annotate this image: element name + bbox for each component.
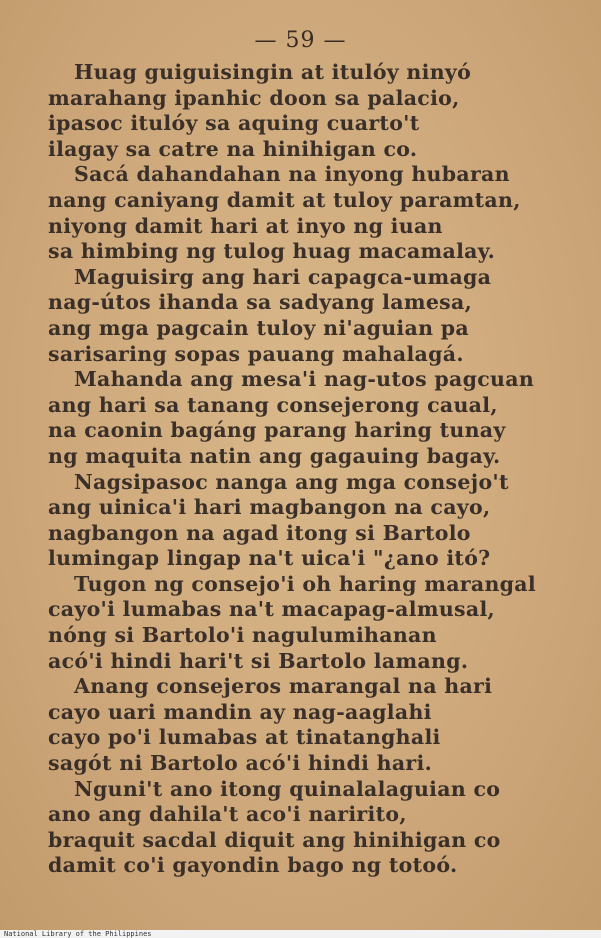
text-line: ng maquita natin ang gagauing bagay. — [48, 443, 501, 468]
text-line: na caonin bagáng parang haring tunay — [48, 418, 506, 443]
text-line: ang uinica'i hari magbangon na cayo, — [48, 495, 491, 520]
text-line: cayo'i lumabas na't macapag-almusal, — [48, 597, 495, 622]
text-line: Huag guiguisingin at itulóy ninyó — [74, 60, 472, 84]
text-line: Mahanda ang mesa'i nag-utos pagcuan — [74, 367, 535, 392]
text-line: marahang ipanhic doon sa palacio, — [48, 85, 460, 110]
text-line: nóng si Bartolo'i nagulumihanan — [48, 623, 437, 648]
text-line: cayo po'i lumabas at tinatanghali — [48, 725, 441, 750]
text-line: sagót ni Bartolo acó'i hindi hari. — [48, 751, 433, 776]
text-line: ipasoc itulóy sa aquing cuarto't — [48, 111, 420, 136]
poem-text — [48, 60, 588, 879]
text-line: sarisaring sopas pauang mahalagá. — [48, 341, 464, 366]
text-line: ang mga pagcain tuloy ni'aguian pa — [48, 315, 469, 340]
text-line: Maguisirg ang hari capagca-umaga — [74, 264, 492, 289]
text-line: nagbangon na agad itong si Bartolo — [48, 520, 471, 545]
text-line: acó'i hindi hari't si Bartolo lamang. — [48, 648, 469, 673]
text-line: damit co'i gayondin bago ng totoó. — [48, 853, 458, 878]
text-line: nag-útos ihanda sa sadyang lamesa, — [48, 290, 473, 315]
page-number: — 59 — — [254, 28, 347, 53]
text-line: Sacá dahandahan na inyong hubaran — [74, 162, 510, 187]
text-line: cayo uari mandin ay nag-aaglahi — [48, 699, 432, 724]
footer-credit: National Library of the Philippines — [0, 930, 601, 938]
text-line: braquit sacdal diquit ang hinihigan co — [48, 827, 501, 852]
text-line: Anang consejeros marangal na hari — [74, 674, 493, 699]
text-line: nang caniyang damit at tuloy paramtan, — [48, 187, 521, 212]
text-line: ang hari sa tanang consejerong caual, — [48, 392, 498, 417]
text-line: ilagay sa catre na hinihigan co. — [48, 136, 418, 161]
text-line: ano ang dahila't aco'i naririto, — [48, 802, 407, 827]
text-line: Nguni't ano itong quinalalaguian co — [74, 776, 501, 801]
text-line: niyong damit hari at inyo ng iuan — [48, 213, 443, 238]
text-line: lumingap lingap na't uica'i "¿ano itó? — [48, 546, 491, 571]
text-line: Tugon ng consejo'i oh haring marangal — [74, 571, 536, 596]
text-line: Nagsipasoc nanga ang mga consejo't — [74, 469, 509, 494]
text-line: sa himbing ng tulog huag macamalay. — [48, 239, 496, 264]
